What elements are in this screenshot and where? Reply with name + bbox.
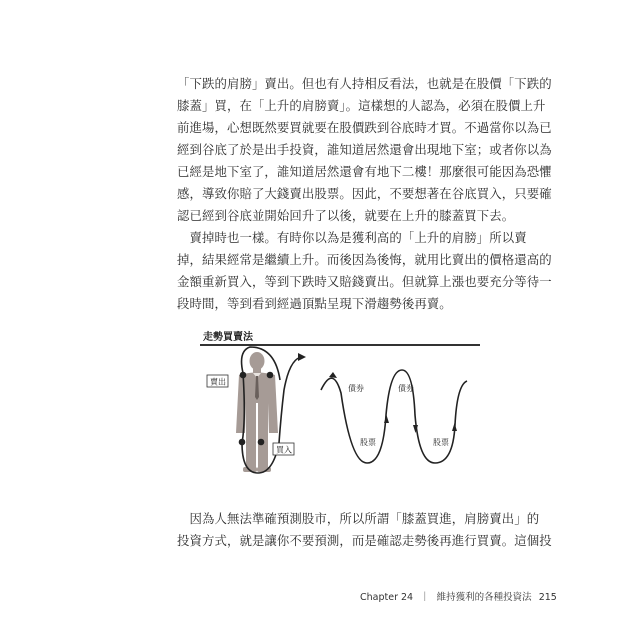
- sell-point-marker: [240, 372, 247, 379]
- text-line: 已經是地下室了，誰知道居然還會有地下二樓！那麼很可能因為恐懼: [177, 164, 552, 179]
- text-line: 經到谷底了於是出手投資，誰知道居然還會出現地下室；或者你以為: [177, 142, 552, 157]
- sell-label: 賣出: [210, 377, 226, 387]
- text-line: 感，導致你賠了大錢賣出股票。因此，不要想著在谷底買入，只要確: [177, 186, 552, 201]
- text-line: 膝蓋」買，在「上升的肩膀賣」。這樣想的人認為，必須在股價上升: [177, 98, 546, 113]
- text-line: 掉，結果經常是繼續上升。而後因為後悔，就用比賣出的價格還高的: [177, 252, 552, 267]
- stock-label-1: 股票: [360, 438, 376, 447]
- figure-title: 走勢買賣法: [203, 332, 253, 343]
- buy-point-marker: [258, 439, 265, 446]
- footer-separator: ｜: [420, 592, 430, 603]
- shoulder-point-marker: [267, 372, 274, 379]
- text-line: 賣掉時也一樣。有時你以為是獲利高的「上升的肩膀」所以賣: [177, 230, 527, 245]
- paragraph-2: [177, 249, 552, 315]
- paragraph-3: [177, 508, 552, 552]
- wave-arrow-middle-icon: [384, 415, 389, 423]
- footer-chapter-title: 維持獲利的各種投資法: [436, 592, 532, 603]
- text-line: 因為人無法準確預測股市，所以所謂「膝蓋買進，肩膀賣出」的: [177, 511, 540, 526]
- text-line: 前進場，心想既然要買就要在股價跌到谷底時才買。不過當你以為已: [177, 120, 552, 135]
- paragraph-1: [177, 73, 552, 249]
- text-line: 金額重新買入，等到下跌時又賠錢賣出。但就算上漲也要充分等待一: [177, 274, 552, 289]
- rotation-wave-curve: [321, 370, 467, 463]
- knee-point-marker: [239, 439, 246, 446]
- wave-arrow-start-icon: [329, 372, 337, 378]
- page-number: 215: [538, 592, 557, 603]
- footer-chapter: Chapter 24: [360, 592, 414, 603]
- trend-trading-figure: [195, 345, 495, 485]
- text-line: 段時間，等到看到經過頂點呈現下滑趨勢後再賣。: [177, 296, 452, 311]
- buy-label: 買入: [276, 445, 292, 455]
- page-footer: [360, 589, 557, 603]
- stock-label-2: 股票: [433, 438, 449, 447]
- text-line: 「下跌的肩膀」賣出。但也有人持相反看法，也就是在股價「下跌的: [177, 76, 552, 91]
- wave-arrow-end-icon: [452, 423, 457, 431]
- bond-label-1: 債券: [348, 384, 364, 393]
- text-line: 認已經到谷底並開始回升了以後，就要在上升的膝蓋買下去。: [177, 208, 515, 223]
- text-line: 投資方式，就是讓你不要預測，而是確認走勢後再進行買賣。這個投: [177, 533, 552, 548]
- bond-label-2: 債券: [398, 384, 414, 393]
